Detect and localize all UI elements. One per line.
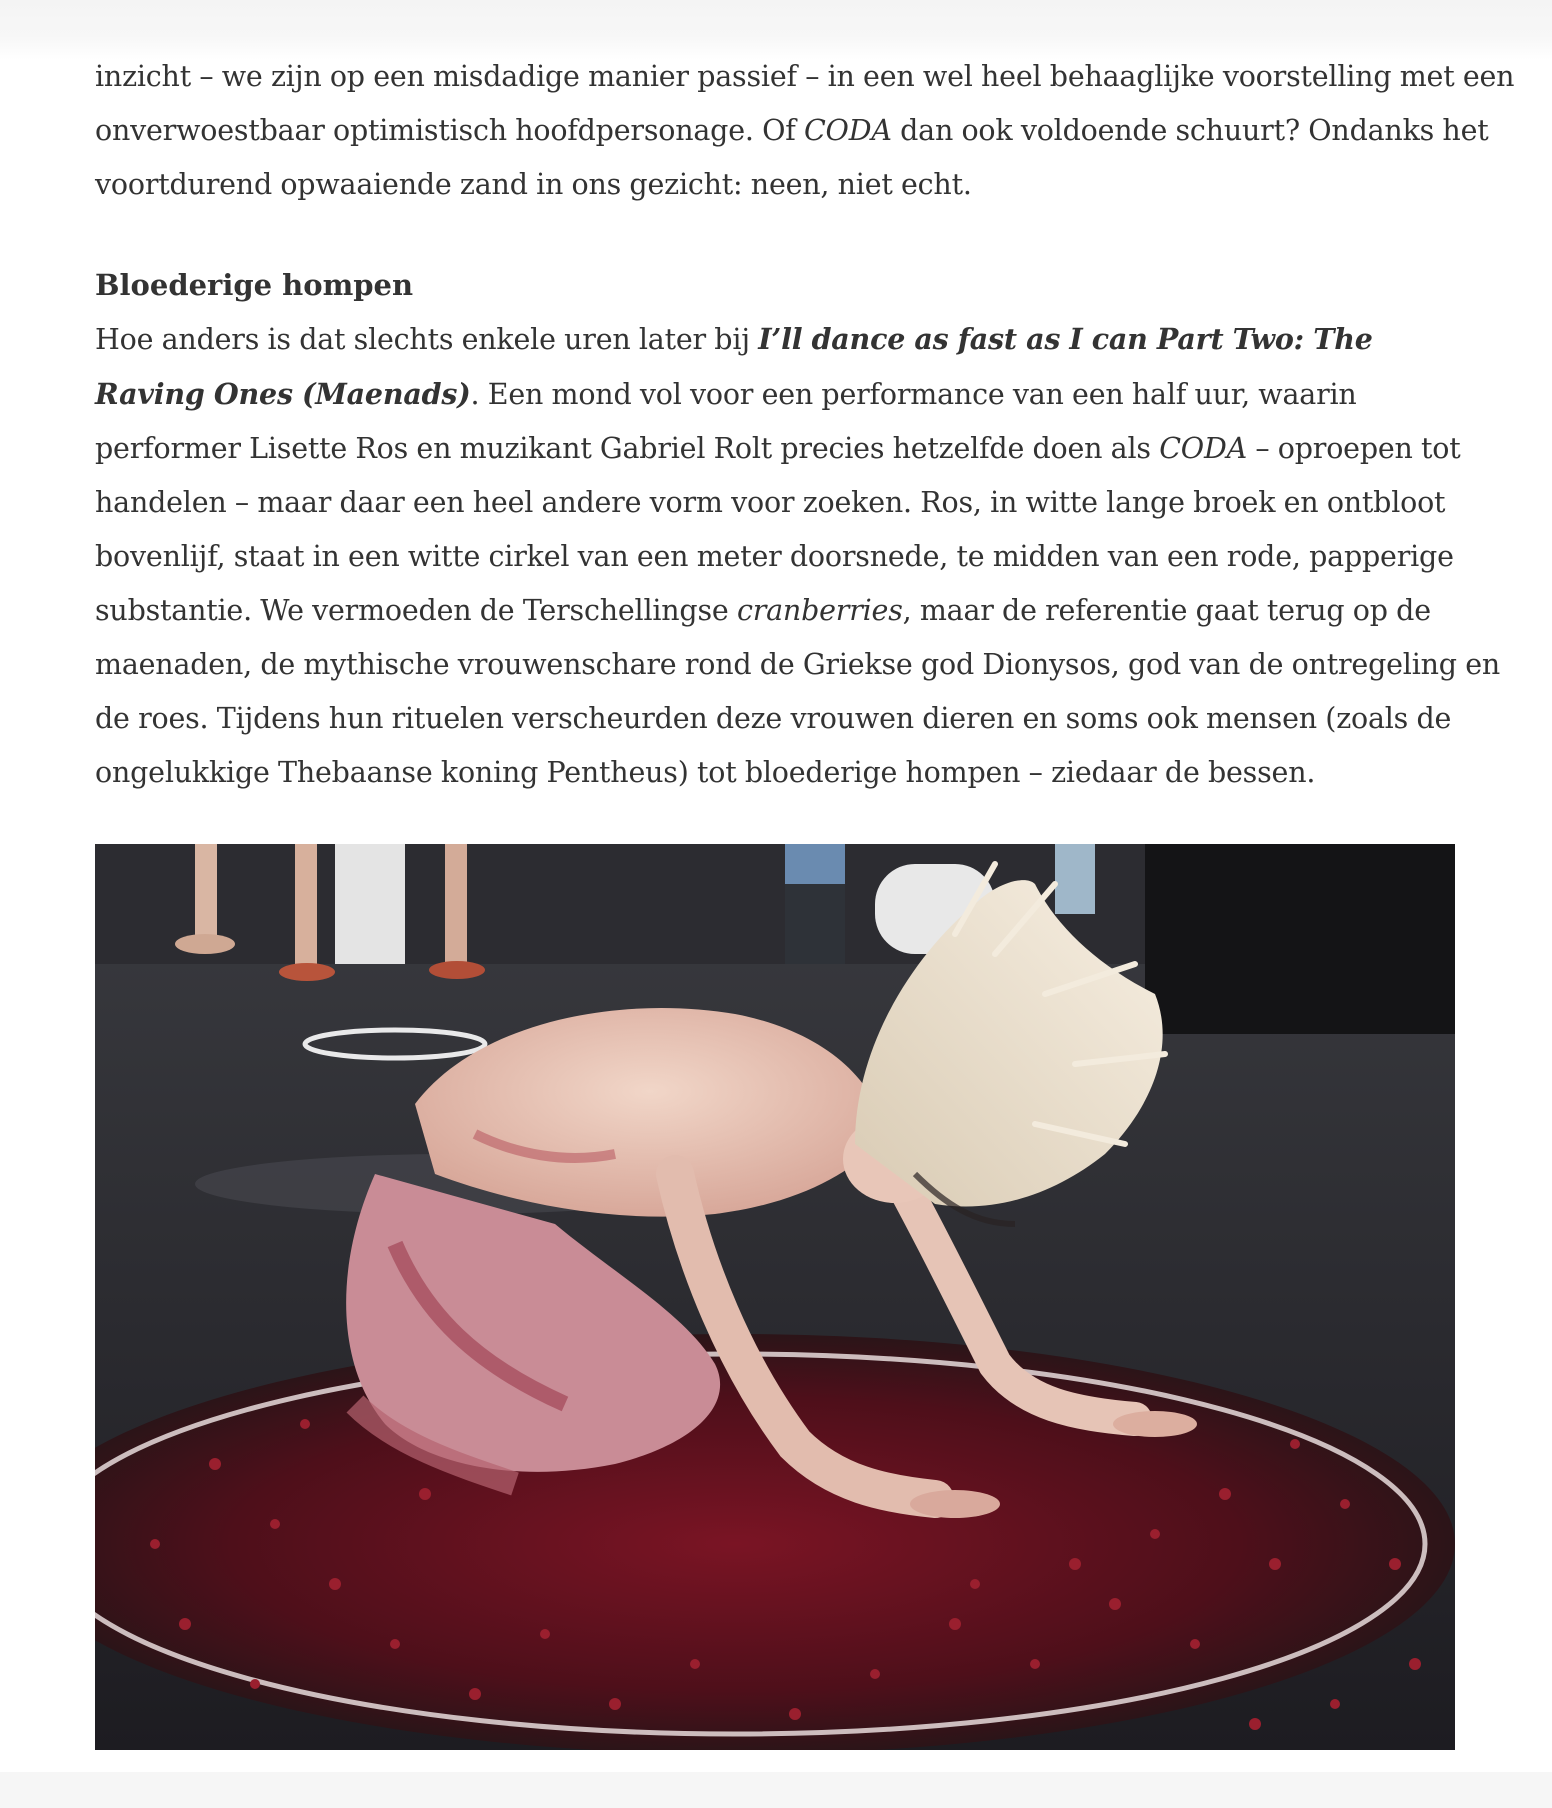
text-line	[95, 530, 1455, 584]
performance-photo	[95, 844, 1455, 1750]
article-body	[95, 50, 1515, 800]
text-line	[95, 692, 1455, 746]
italic-term: cranberries	[736, 594, 903, 627]
text-line	[95, 476, 1455, 530]
text-segment: substantie. We vermoeden de Terschellingse	[95, 594, 737, 627]
text-segment: – oproepen tot	[1247, 432, 1461, 465]
text-line	[95, 367, 1455, 422]
text-segment: , maar de referentie gaat terug op de	[902, 594, 1431, 627]
text-line	[95, 312, 1455, 367]
paragraph-coda-conclusion	[95, 50, 1515, 212]
text-segment: ongelukkige Thebaanse koning Pentheus) tot bloederige hompen – ziedaar de bessen.	[95, 756, 1316, 789]
performance-title: Raving Ones (Maenads)	[95, 377, 471, 411]
bottom-fade-bar	[0, 1772, 1552, 1808]
text-segment: onverwoestbaar optimistisch hoofdpersonage. Of	[95, 114, 804, 147]
text-segment: . Een mond vol voor een performance van een half uur, waarin	[470, 378, 1357, 411]
text-line	[95, 50, 1515, 104]
text-line	[95, 638, 1501, 692]
text-segment: performer Lisette Ros en muzikant Gabriel Rolt precies hetzelfde doen als	[95, 432, 1160, 465]
text-line	[95, 104, 1489, 158]
text-segment: Hoe anders is dat slechts enkele uren later bij	[95, 323, 759, 356]
text-line	[95, 584, 1455, 638]
photo-illustration	[95, 844, 1455, 1750]
text-segment: inzicht – we zijn op een misdadige manier passief – in een wel heel behaaglijke voorstelling met een	[95, 60, 1515, 93]
text-segment: bovenlijf, staat in een witte cirkel van een meter doorsnede, te midden van een rode, papperige	[95, 540, 1454, 573]
text-line	[95, 158, 1455, 212]
left-hand	[910, 1490, 1000, 1518]
text-line	[95, 422, 1461, 476]
performance-title: I’ll dance as fast as I can Part Two: The	[758, 322, 1373, 356]
text-segment: dan ook voldoende schuurt? Ondanks het	[891, 114, 1489, 147]
paragraph-maenads	[95, 312, 1501, 800]
title-coda: CODA	[803, 114, 892, 147]
text-segment: handelen – maar daar een heel andere vorm voor zoeken. Ros, in witte lange broek en ontbloot	[95, 486, 1446, 519]
section-heading: Bloederige hompen	[95, 268, 414, 302]
text-line	[95, 746, 1455, 800]
speaker-box	[1145, 844, 1455, 1034]
text-segment: de roes. Tijdens hun rituelen verscheurden deze vrouwen dieren en soms ook mensen (zoals de	[95, 702, 1452, 735]
right-hand	[1113, 1411, 1197, 1437]
text-segment: voortdurend opwaaiende zand in ons gezicht: neen, niet echt.	[95, 168, 972, 201]
title-coda: CODA	[1159, 432, 1247, 465]
text-segment: maenaden, de mythische vrouwenschare rond de Griekse god Dionysos, god van de ontregeling en	[95, 648, 1501, 681]
